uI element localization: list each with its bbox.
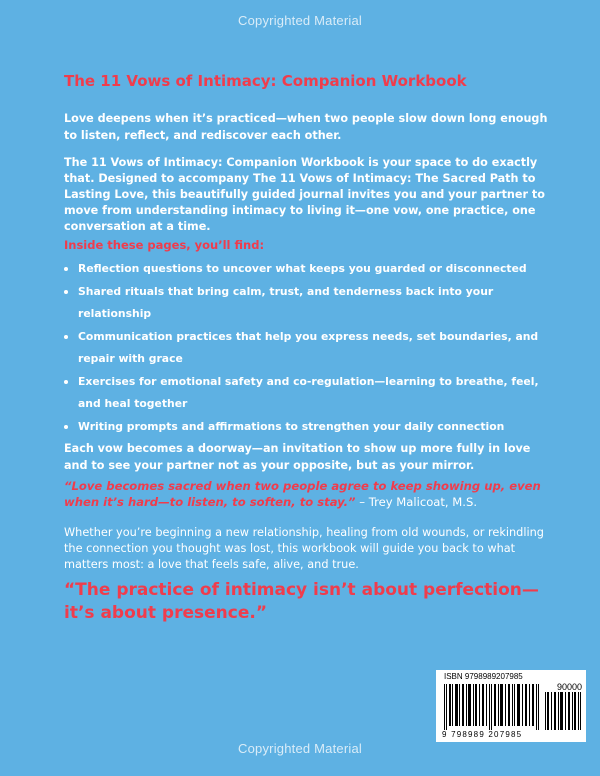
features-list — [64, 258, 550, 439]
closing-paragraph: Whether you’re beginning a new relationship, healing from old wounds, or rekindling the connection you thought was lost, this workbook will guide you back to what matters most: a love that feels safe, alive, and true. — [64, 526, 544, 571]
price-code: 90000 — [556, 682, 582, 692]
list-item: Reflection questions to uncover what keeps you guarded or disconnected — [64, 258, 550, 280]
book-title: The 11 Vows of Intimacy: Companion Workbook — [64, 72, 467, 90]
bullet-icon — [64, 380, 68, 384]
intro-paragraph: Love deepens when it’s practiced—when two people slow down long enough to listen, reflect, and rediscover each other. — [64, 112, 548, 142]
list-item: Writing prompts and affirmations to strengthen your daily connection — [64, 416, 550, 438]
list-item: Communication practices that help you express needs, set boundaries, and repair with grace — [64, 326, 550, 370]
bullet-icon — [64, 335, 68, 339]
bullet-icon — [64, 425, 68, 429]
author-quote-text: “Love becomes sacred when two people agree to keep showing up, even when it’s hard—to listen, to soften, to stay.” — [64, 479, 541, 509]
bullet-icon — [64, 290, 68, 294]
barcode — [436, 670, 586, 742]
copyright-watermark-bottom: Copyrighted Material — [238, 741, 362, 756]
presence-quote: “The practice of intimacy isn’t about perfection—it’s about presence.” — [64, 580, 539, 623]
list-item: Shared rituals that bring calm, trust, and tenderness back into your relationship — [64, 281, 550, 325]
description-paragraph: The 11 Vows of Intimacy: Companion Workbook is your space to do exactly that. Designed to accompany The 11 Vows of Intimacy: The Sacred Path to Lasting Love, this beautifully guided journal invites you and your partner to move from understanding intimacy to living it—one vow, one practice, one conversation at a time. — [64, 156, 545, 233]
list-item: Exercises for emotional safety and co-regulation—learning to breathe, feel, and heal together — [64, 371, 550, 415]
author-quote — [64, 478, 550, 510]
bullet-icon — [64, 267, 68, 271]
author-quote-attribution: – Trey Malicoat, M.S. — [355, 495, 478, 509]
inside-heading: Inside these pages, you’ll find: — [64, 238, 265, 252]
isbn-digits: 9 798989 207985 — [442, 730, 523, 739]
copyright-watermark-top: Copyrighted Material — [238, 13, 362, 28]
barcode-bars-addon — [544, 692, 582, 730]
isbn-label: ISBN 9798989207985 — [444, 672, 523, 681]
doorway-paragraph: Each vow becomes a doorway—an invitation to show up more fully in love and to see your partner not as your opposite, but as your mirror. — [64, 442, 531, 472]
barcode-bars-main — [442, 684, 540, 730]
